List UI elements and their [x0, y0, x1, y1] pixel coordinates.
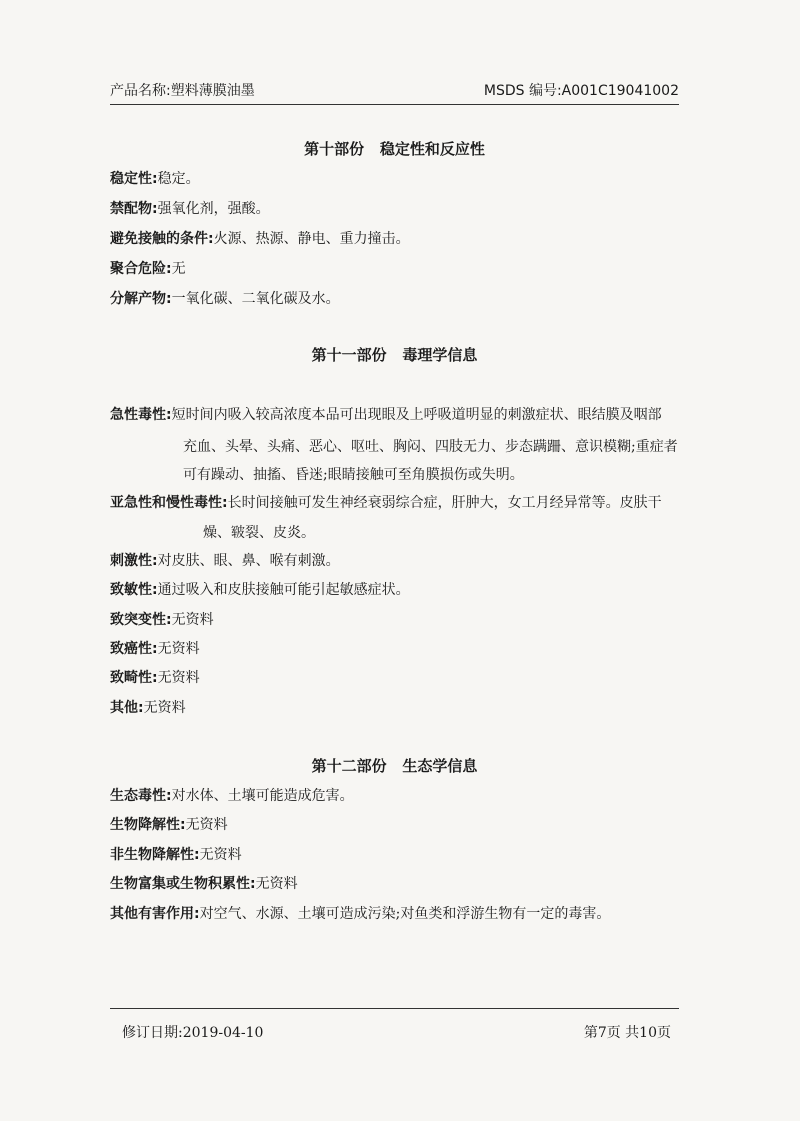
- item-value: 无资料: [143, 700, 186, 716]
- item-value: 无资料: [185, 817, 228, 833]
- acute-toxicity-line-2: 充血、头晕、头痛、恶心、呕吐、胸闷、四肢无力、步态蹒跚、意识模糊;重症者: [183, 439, 678, 455]
- sensitization-item: [110, 581, 685, 599]
- revision-date: 修订日期:2019-04-10: [122, 1025, 264, 1041]
- acute-toxicity-line-3: 可有躁动、抽搐、昏迷;眼睛接触可至角膜损伤或失明。: [183, 467, 524, 483]
- item-value: 强氧化剂，强酸。: [157, 201, 270, 217]
- item-value: 稳定。: [157, 171, 200, 187]
- item-label: 分解产物:: [110, 291, 172, 307]
- item-value: 对皮肤、眼、鼻、喉有刺激。: [157, 553, 340, 569]
- item-label: 致畸性:: [110, 670, 158, 686]
- item-value: 对空气、水源、土壤可造成污染;对鱼类和浮游生物有一定的毒害。: [199, 906, 611, 922]
- page-number: 第7页 共10页: [583, 1025, 671, 1041]
- decomposition-item: [110, 290, 685, 308]
- biodegradability-item: [110, 816, 685, 834]
- other-effects-item: [110, 905, 685, 923]
- abiotic-degradation-item: [110, 846, 685, 864]
- item-value: 一氧化碳、二氧化碳及水。: [171, 291, 340, 307]
- acute-toxicity-item: [110, 406, 685, 424]
- item-label: 致突变性:: [110, 612, 172, 628]
- item-label: 生态毒性:: [110, 788, 172, 804]
- item-label: 避免接触的条件:: [110, 231, 214, 247]
- item-label: 致癌性:: [110, 641, 158, 657]
- teratogenicity-item: [110, 669, 685, 687]
- item-label: 生物降解性:: [110, 817, 186, 833]
- item-label: 生物富集或生物积累性:: [110, 876, 256, 892]
- ecotoxicity-item: [110, 787, 685, 805]
- item-value: 无资料: [157, 641, 200, 657]
- incompatibles-item: [110, 200, 685, 218]
- item-value: 对水体、土壤可能造成危害。: [171, 788, 354, 804]
- item-value: 短时间内吸入较高浓度本品可出现眼及上呼吸道明显的刺激症状、眼结膜及咽部: [171, 407, 662, 423]
- item-value: 无资料: [199, 847, 242, 863]
- polymerization-item: [110, 260, 685, 278]
- chronic-toxicity-line-2: 燥、皲裂、皮炎。: [203, 525, 315, 541]
- item-value: 无: [171, 261, 186, 277]
- item-value: 无资料: [157, 670, 200, 686]
- item-value: 通过吸入和皮肤接触可能引起敏感症状。: [157, 582, 410, 598]
- carcinogenicity-item: [110, 640, 685, 658]
- irritation-item: [110, 552, 685, 570]
- conditions-item: [110, 230, 685, 248]
- item-label: 急性毒性:: [110, 407, 172, 423]
- item-label: 致敏性:: [110, 582, 158, 598]
- item-label: 其他有害作用:: [110, 906, 200, 922]
- section-11-title: 第十一部份 毒理学信息: [311, 346, 478, 364]
- header-rule: [110, 104, 679, 105]
- item-label: 其他:: [110, 700, 144, 716]
- item-value: 无资料: [171, 612, 214, 628]
- bioaccumulation-item: [110, 875, 685, 893]
- stability-item: [110, 170, 685, 188]
- item-label: 稳定性:: [110, 171, 158, 187]
- msds-number: MSDS 编号:A001C19041002: [483, 83, 679, 99]
- section-12-title: 第十二部份 生态学信息: [311, 757, 478, 775]
- item-label: 聚合危险:: [110, 261, 172, 277]
- item-value: 无资料: [255, 876, 298, 892]
- item-value: 火源、热源、静电、重力撞击。: [213, 231, 410, 247]
- product-name: 产品名称:塑料薄膜油墨: [110, 83, 255, 99]
- item-label: 刺激性:: [110, 553, 158, 569]
- footer-rule: [110, 1008, 679, 1009]
- item-label: 非生物降解性:: [110, 847, 200, 863]
- section-10-title: 第十部份 稳定性和反应性: [304, 140, 485, 158]
- other-toxicity-item: [110, 699, 685, 717]
- item-label: 禁配物:: [110, 201, 158, 217]
- chronic-toxicity-item: [110, 494, 685, 512]
- item-value: 长时间接触可发生神经衰弱综合症，肝肿大，女工月经异常等。皮肤干: [227, 495, 662, 511]
- mutagenicity-item: [110, 611, 685, 629]
- item-label: 亚急性和慢性毒性:: [110, 495, 228, 511]
